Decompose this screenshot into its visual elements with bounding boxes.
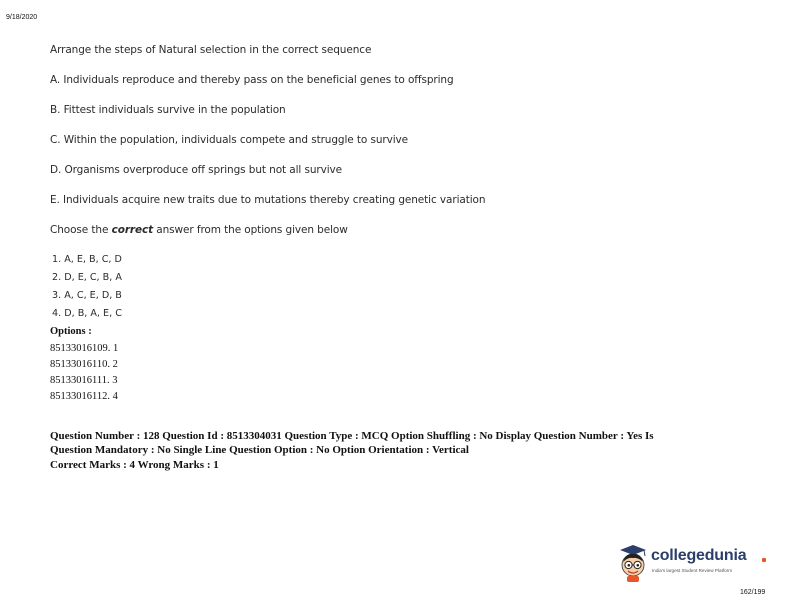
choice-1: 1. A, E, B, C, D <box>52 254 122 265</box>
question-prompt: Arrange the steps of Natural selection in the correct sequence <box>50 44 372 56</box>
statement-e: E. Individuals acquire new traits due to mutations thereby creating genetic variation <box>50 194 486 206</box>
question-meta-line-3: Correct Marks : 4 Wrong Marks : 1 <box>50 459 219 471</box>
statement-a: A. Individuals reproduce and thereby pass on the beneficial genes to offspring <box>50 74 454 86</box>
print-date: 9/18/2020 <box>6 14 38 21</box>
options-label: Options : <box>50 326 92 337</box>
statement-c: C. Within the population, individuals compete and struggle to survive <box>50 134 409 146</box>
instruction-emphasis: correct <box>111 224 154 236</box>
question-meta-line-1: Question Number : 128 Question Id : 8513304031 Question Type : MCQ Option Shuffling : No Display Question Number : Yes Is <box>50 430 654 442</box>
statement-d: D. Organisms overproduce off springs but not all survive <box>50 164 343 176</box>
brand-accent-mark <box>762 558 766 562</box>
brand-tagline: India's largest Student Review Platform <box>652 568 733 573</box>
instruction-suffix: answer from the options given below <box>153 224 348 236</box>
choice-4: 4. D, B, A, E, C <box>52 308 122 319</box>
instruction-prefix: Choose the <box>50 224 112 236</box>
option-id-4: 85133016112. 4 <box>50 391 118 402</box>
collegedunia-logo <box>616 544 776 584</box>
choice-3: 3. A, C, E, D, B <box>52 290 122 301</box>
page-number: 162/199 <box>740 589 766 596</box>
option-id-2: 85133016110. 2 <box>50 359 118 370</box>
option-id-3: 85133016111. 3 <box>50 375 118 386</box>
answer-instruction <box>50 224 348 236</box>
question-meta-line-2: Question Mandatory : No Single Line Question Option : No Option Orientation : Vertical <box>50 444 469 456</box>
student-mascot-icon <box>616 544 650 584</box>
option-id-1: 85133016109. 1 <box>50 343 119 354</box>
statement-b: B. Fittest individuals survive in the population <box>50 104 286 116</box>
choice-2: 2. D, E, C, B, A <box>52 272 122 283</box>
brand-name: collegedunia <box>651 547 747 564</box>
